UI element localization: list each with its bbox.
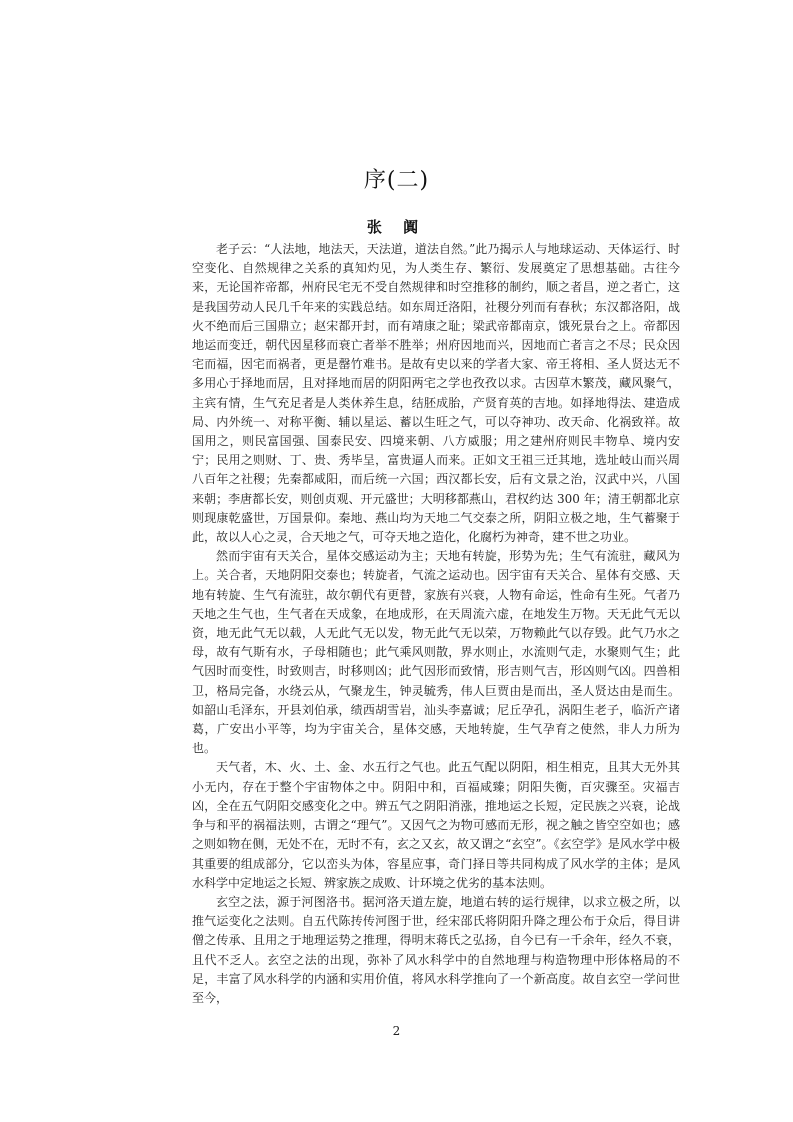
page-number: 2 (392, 1024, 401, 1038)
body-text (192, 240, 680, 1008)
paragraph: 然而宇宙有天关合，星体交感运动为主；天地有转旋，形势为先；生气有流驻，藏风为上。关合者，天地阴阳交泰也；转旋者，气流之运动也。因宇宙有天关合、星体有交感、天地有转旋、生气有流驻，故尔朝代有更替，家族有兴衰，人物有命运，性命有生死。气者乃天地之生气也，生气者在天成象，在地成形，在天周流六虚，在地发生万物。天无此气无以资，地无此气无以载，人无此气无以发，物无此气无以荣，万物赖此气以存毁。此气乃水之母，故有气斯有水，子母相随也；此气乘风则散，界水则止，水流则气走，水聚则气生；此气因时而变性，时致则吉，时移则凶；此气因形而致情，形吉则气吉，形凶则气凶。四兽相卫，格局完备，水绕云从，气聚龙生，钟灵毓秀，伟人巨贾由是而出，圣人贤达由是而生。如韶山毛泽东，开县刘伯承，绩西胡雪岩，汕头李嘉诚；尼丘孕孔，涡阳生老子，临沂产诸葛，广安出小平等，均为宇宙关合，星体交感，天地转旋，生气孕育之使然，非人力所为也。 (192, 549, 680, 756)
paragraph: 老子云：“人法地，地法天，天法道，道法自然。”此乃揭示人与地球运动、天体运行、时空变化、自然规律之关系的真知灼见，为人类生存、繁衍、发展奠定了思想基础。古往今来，无论国祚帝都，州府民宅无不受自然规律和时空推移的制约，顺之者昌，逆之者亡，这是我国劳动人民几千年来的实践总结。如东周迁洛阳，社稷分列而有春秋；东汉都洛阳，战火不绝而后三国鼎立；赵宋都开封，而有靖康之耻；梁武帝都南京，饿死景台之上。帝都因地运而变迁，朝代因星移而衰亡者举不胜举；州府因地而兴，因地而亡者言之不尽；民众因宅而福，因宅而祸者，更是罄竹难书。是故有史以来的学者大家、帝王将相、圣人贤达无不多用心于择地而居，且对择地而居的阴阳两宅之学也孜孜以求。古因草木繁茂，藏风聚气，主宾有情，生气充足者是人类休养生息，结胚成胎，产贤育英的吉地。如择地得法、建造成局、内外统一、对称平衡、辅以星运、蓄以生旺之气，可以夺神功、改天命、化祸致祥。故国用之，则民富国强、国泰民安、四境来朝、八方威服；用之建州府则民丰物阜、境内安宁；民用之则财、丁、贵、秀毕呈，富贵逼人而来。正如文王祖三迁其地，选址岐山而兴周八百年之社稷；先秦都咸阳，而后统一六国；西汉都长安，后有文景之治，汉武中兴，八国来朝；李唐都长安，则创贞观、开元盛世；大明移都燕山，君权约达 300 年；清王朝都北京则现康乾盛世，万国景仰。秦地、燕山均为天地二气交泰之所，阴阳立极之地，生气蓄聚于此，故以人心之灵，合天地之气，可夺天地之造化，化腐朽为神奇，建不世之功业。 (192, 242, 680, 545)
author-name: 张 阗 (366, 218, 427, 236)
paragraph: 天气者，木、火、土、金、水五行之气也。此五气配以阴阳，相生相克，且其大无外其小无内，存在于整个宇宙物体之中。阴阳中和，百福咸臻；阴阳失衡，百灾骤至。灾福吉凶，全在五气阴阳交感变化之中。辨五气之阴阳消涨，推地运之长短，定民族之兴衰，论战争与和平的祸福法则，古谓之“理气”。又因气之为物可感而无形，视之触之皆空空如也；感之则如物在侧，无处不在，无时不有，玄之又玄，故又谓之“玄空”。《玄空学》是风水学中极其重要的组成部分，它以峦头为体，容星应事，奇门择日等共同构成了风水学的主体；是风水科学中定地运之长短、辨家族之成败、计环境之优劣的基本法则。 (192, 760, 680, 890)
paragraph: 玄空之法，源于河图洛书。据河洛天道左旋，地道右转的运行规律，以求立极之所，以推气运变化之法则。自五代陈抟传河图于世，经宋邵氏将阴阳升降之理公布于众后，得目讲僧之传承、且用之于地理运势之推理，得明末蒋氏之弘扬，自今已有一千余年，经久不衰，且代不乏人。玄空之法的出现，弥补了风水科学中的自然地理与构造物理中形体格局的不足，丰富了风水科学的内涵和实用价值，将风水科学推向了一个新高度。故自玄空一学问世至今， (192, 894, 680, 1005)
page-title: 序(二) (363, 168, 430, 193)
